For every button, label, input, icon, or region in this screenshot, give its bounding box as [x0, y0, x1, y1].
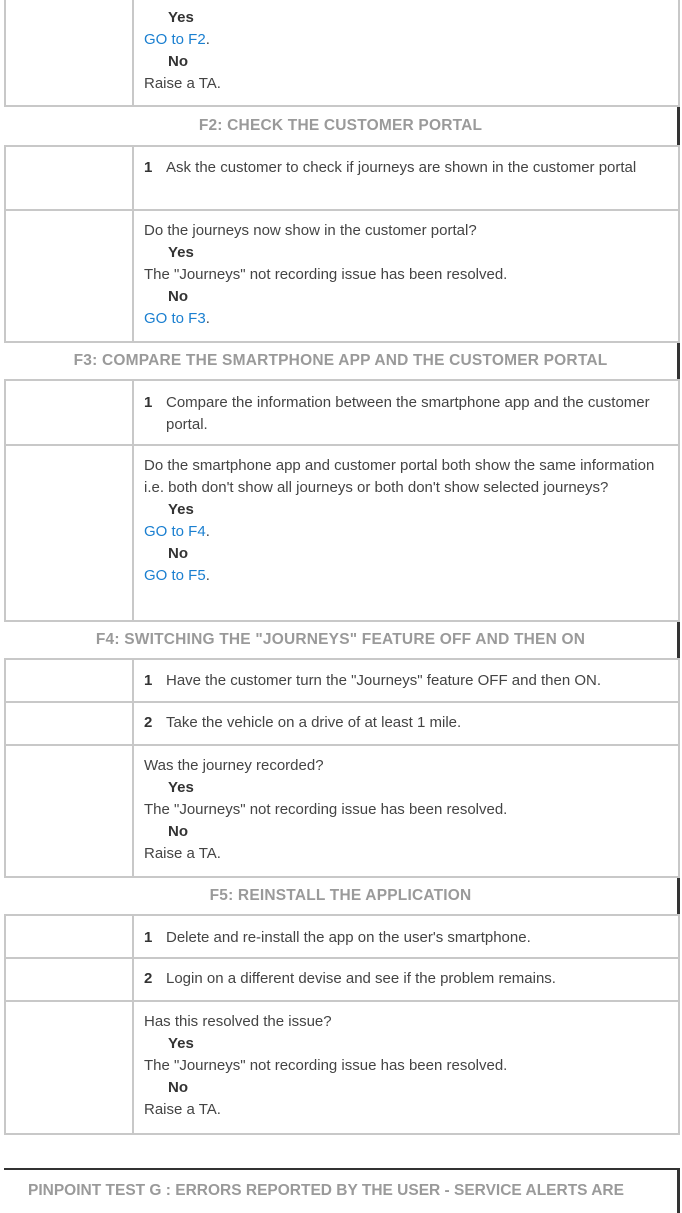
procedure-table	[4, 0, 680, 1135]
go-to-f5-link[interactable]: GO to F5	[144, 567, 206, 584]
row-empty-cell	[6, 446, 134, 620]
raise-ta-text: Raise a TA.	[144, 845, 221, 862]
step-cell	[134, 381, 678, 444]
yes-label: Yes	[168, 244, 194, 261]
f4-step-2-row	[4, 703, 680, 746]
row-empty-cell	[6, 381, 134, 444]
question-cell	[134, 746, 678, 876]
step-cell	[134, 959, 678, 1000]
f4-heading: F4: SWITCHING THE "JOURNEYS" FEATURE OFF AND THEN ON	[4, 622, 680, 658]
step-text: Delete and re-install the app on the user's smartphone.	[166, 929, 531, 946]
f4-step-1-row	[4, 658, 680, 703]
question-text: Was the journey recorded?	[144, 757, 324, 774]
question-cell: Do the journeys now show in the customer portal? Yes The "Journeys" not recording issue has been resolved. No GO to F3.	[134, 211, 678, 341]
row-empty-cell	[6, 147, 134, 209]
go-to-f2-link[interactable]: GO to F2	[144, 31, 206, 48]
step-cell	[134, 916, 678, 957]
step-text: Compare the information between the smartphone app and the customer portal.	[166, 394, 650, 433]
question-cell	[134, 1002, 678, 1133]
f4-question-row	[4, 746, 680, 878]
f5-step-1-row	[4, 914, 680, 959]
row-empty-cell	[6, 916, 134, 957]
f2-question-row	[4, 211, 680, 343]
no-label: No	[168, 288, 188, 305]
f5-heading: F5: REINSTALL THE APPLICATION	[4, 878, 680, 914]
step-text: Ask the customer to check if journeys are shown in the customer portal	[166, 159, 637, 176]
yes-label: Yes	[168, 9, 194, 26]
question-text: Do the smartphone app and customer portal both show the same information i.e. both don't show all journeys or both don't show selected journeys?	[144, 457, 655, 496]
row-empty-cell	[6, 0, 134, 105]
row-empty-cell	[6, 660, 134, 701]
yes-label: Yes	[168, 1035, 194, 1052]
go-to-f3-link[interactable]: GO to F3	[144, 310, 206, 327]
step-cell	[134, 703, 678, 744]
resolved-text: The "Journeys" not recording issue has been resolved.	[144, 1057, 508, 1074]
f1-result-row	[4, 0, 680, 107]
resolved-text: The "Journeys" not recording issue has been resolved.	[144, 266, 508, 283]
step-number: 2	[144, 714, 153, 731]
result-cell: Yes GO to F2. No Raise a TA.	[134, 0, 678, 105]
raise-ta-text: Raise a TA.	[144, 1101, 221, 1118]
step-cell	[134, 147, 678, 209]
yes-label: Yes	[168, 501, 194, 518]
no-label: No	[168, 823, 188, 840]
f3-question-row	[4, 446, 680, 622]
step-number: 1	[144, 159, 153, 176]
f5-question-row	[4, 1002, 680, 1135]
question-text: Has this resolved the issue?	[144, 1013, 332, 1030]
row-empty-cell	[6, 959, 134, 1000]
question-cell: Do the smartphone app and customer portal both show the same information i.e. both don't show all journeys or both don't show selected journeys? Yes GO to F4. No GO to F5.	[134, 446, 678, 620]
f5-step-2-row	[4, 959, 680, 1002]
step-number: 1	[144, 672, 153, 689]
row-empty-cell	[6, 746, 134, 876]
row-empty-cell	[6, 703, 134, 744]
resolved-text: The "Journeys" not recording issue has been resolved.	[144, 801, 508, 818]
step-text: Have the customer turn the "Journeys" feature OFF and then ON.	[166, 672, 602, 689]
step-number: 1	[144, 394, 153, 411]
row-empty-cell	[6, 1002, 134, 1133]
f3-heading: F3: COMPARE THE SMARTPHONE APP AND THE CUSTOMER PORTAL	[4, 343, 680, 379]
raise-ta-text: Raise a TA.	[144, 75, 221, 92]
step-number: 1	[144, 929, 153, 946]
question-text: Do the journeys now show in the customer portal?	[144, 222, 477, 239]
yes-label: Yes	[168, 779, 194, 796]
f2-heading: F2: CHECK THE CUSTOMER PORTAL	[4, 107, 680, 145]
no-label: No	[168, 53, 188, 70]
row-empty-cell	[6, 211, 134, 341]
pinpoint-test-g-heading: PINPOINT TEST G : ERRORS REPORTED BY THE USER - SERVICE ALERTS ARE	[4, 1168, 680, 1213]
no-label: No	[168, 545, 188, 562]
go-to-f4-link[interactable]: GO to F4	[144, 523, 206, 540]
step-number: 2	[144, 970, 153, 987]
no-label: No	[168, 1079, 188, 1096]
step-cell	[134, 660, 678, 701]
f2-step-1-row	[4, 145, 680, 211]
step-text: Take the vehicle on a drive of at least 1 mile.	[166, 714, 462, 731]
step-text: Login on a different devise and see if the problem remains.	[166, 970, 556, 987]
f3-step-1-row	[4, 379, 680, 446]
